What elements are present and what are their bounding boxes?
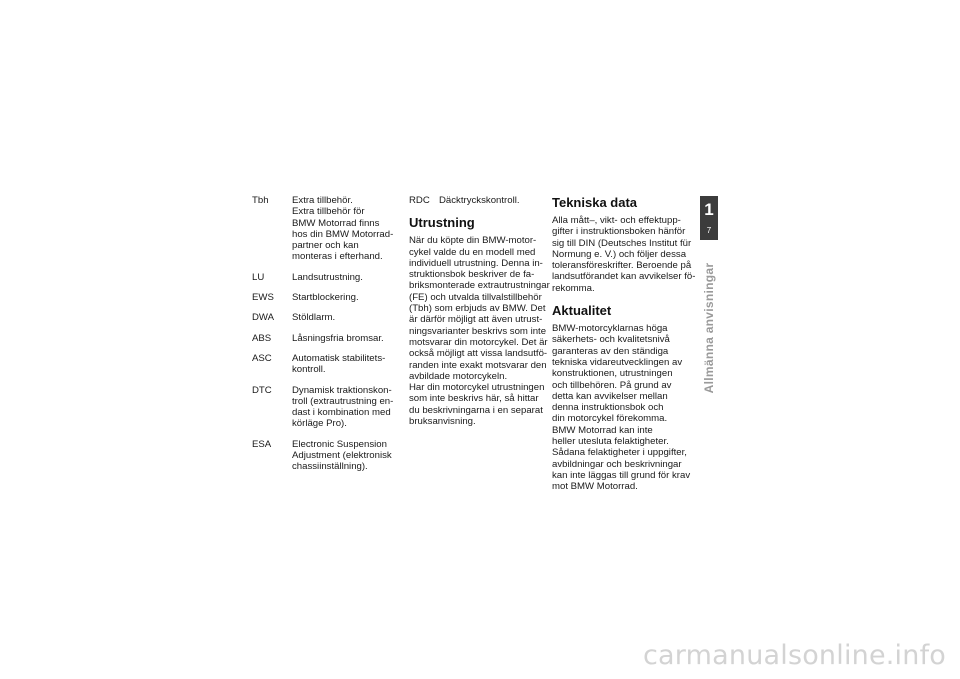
abbr-line: monteras i efterhand. [292,251,383,263]
body-line: din motorcykel förekomma. [552,413,668,425]
abbr-code: ESA [252,438,272,450]
body-line: struktionsbok beskriver de fa- [409,269,535,281]
abbr-line: Startblockering. [292,292,359,304]
abbr-desc [292,353,392,376]
body-line: Sådana felaktigheter i uppgifter, [552,447,687,459]
body-line: cykel valde du en modell med [409,246,536,258]
body-line: toleransföreskrifter. Beroende på [552,260,692,272]
abbr-code: Tbh [252,195,269,206]
body-line: säkerhets- och kvalitetsnivå [552,334,670,346]
body-line: avbildade motorcykeln. [409,370,508,382]
body-line: randen inte exakt motsvarar den [409,359,547,371]
abbr-row-lu [252,272,392,283]
body-line: motsvarar din motorcykel. Det är [409,336,548,348]
abbr-row-asc [252,353,392,376]
abbr-line: BMW Motorrad finns [292,217,380,229]
abbr-code: EWS [252,292,274,304]
body-line: är därför möjligt att även utrust- [409,314,543,326]
section-heading-aktualitet: Aktualitet [552,303,612,319]
chapter-side-label: Allmänna anvisningar [702,262,716,394]
abbr-line: körläge Pro). [292,418,347,430]
abbr-desc [292,439,392,473]
abbr-code: ASC [252,352,272,364]
abbr-row-ews [252,292,392,303]
body-line: denna instruktionsbok och [552,402,664,414]
abbr-desc [292,385,393,430]
aktualitet-body [552,323,692,492]
abbr-line: Extra tillbehör. [292,195,353,206]
body-line: mot BMW Motorrad. [552,481,638,493]
abbr-line: Automatisk stabilitets- [292,352,386,364]
page-number: 7 [706,226,712,235]
abbr-row-abs [252,333,392,344]
abbr-line: Landsutrustning. [292,271,363,283]
body-line: också möjligt att vissa landsutfö- [409,348,548,360]
body-line: bruksanvisning. [409,416,476,428]
abbr-line: Låsningsfria bromsar. [292,332,384,344]
section-heading-utrustning: Utrustning [409,215,475,231]
body-line: som inte beskrivs här, så hittar [409,393,539,405]
body-line: detta kan avvikelser mellan [552,390,668,402]
body-line: Normung e. V.) och följer dessa [552,248,687,260]
abbr-line: hos din BMW Motorrad- [292,228,394,240]
chapter-number: 1 [704,200,714,219]
column-right [552,195,696,493]
abbr-line: Dynamisk traktionskon- [292,384,392,396]
abbr-desc [292,333,392,344]
body-line: BMW Motorrad kan inte [552,424,653,436]
body-line: briksmonterade extrautrustningar [409,280,550,292]
abbr-line: Extra tillbehör för [292,206,365,218]
abbr-row-esa [252,439,392,473]
body-line: heller utesluta felaktigheter. [552,436,669,448]
section-heading-tekniska-data: Tekniska data [552,195,638,210]
abbr-row-dwa [252,312,392,323]
body-line: konstruktionen, utrustningen [552,368,673,380]
abbr-code: LU [252,271,265,283]
body-line: sig till DIN (Deutsches Institut für [552,237,692,249]
body-line: Alla mått–, vikt- och effektupp- [552,215,681,226]
abbr-line: troll (extrautrustning en- [292,395,394,407]
abbr-code: DTC [252,384,272,396]
abbr-line: Electronic Suspension [292,438,387,450]
body-line: individuell utrustning. Denna in- [409,257,543,269]
abbr-code: RDC [409,195,430,206]
abbr-row-dtc [252,385,392,430]
abbr-line: Stöldlarm. [292,312,336,324]
utrustning-body [409,235,550,428]
abbr-desc [292,292,392,303]
body-line: du beskrivningarna i en separat [409,404,543,416]
abbr-desc [292,272,392,283]
abbr-line: dast i kombination med [292,407,391,419]
body-line: När du köpte din BMW-motor- [409,235,537,247]
body-line: kan inte läggas till grund för krav [552,469,691,481]
abbr-desc: Däcktryckskontroll. [439,195,520,206]
abbr-row-tbh [252,195,392,263]
abbr-row-rdc [409,195,544,206]
abbr-desc [292,312,392,323]
abbreviation-list [252,195,392,482]
chapter-tab [700,196,718,240]
column-middle [409,195,550,428]
abbr-line: kontroll. [292,364,326,376]
body-line: och tillbehören. På grund av [552,379,672,391]
body-line: (Tbh) som erbjuds av BMW. Det [409,303,546,315]
body-line: (FE) och utvalda tillvalstillbehör [409,291,542,303]
body-line: Har din motorcykel utrustningen [409,382,545,394]
body-line: ningsvarianter beskrivs som inte [409,325,547,337]
body-line: garanteras av den ständiga [552,345,669,357]
abbr-code: ABS [252,332,272,344]
body-line: landsutförandet kan avvikelser fö- [552,271,696,283]
watermark: carmanualsonline.info [643,640,946,671]
body-line: gifter i instruktionsboken hänför [552,226,686,238]
body-line: avbildningar och beskrivningar [552,458,682,470]
abbr-line: Adjustment (elektronisk [292,450,392,462]
tekniska-body [552,215,696,294]
abbr-line: partner och kan [292,240,359,252]
body-line: BMW-motorcyklarnas höga [552,323,668,335]
abbr-desc [292,195,393,263]
abbr-line: chassiinställning). [292,461,368,473]
body-line: rekomma. [552,282,595,294]
body-line: tekniska vidareutvecklingen av [552,356,683,368]
abbr-code: DWA [252,312,275,324]
